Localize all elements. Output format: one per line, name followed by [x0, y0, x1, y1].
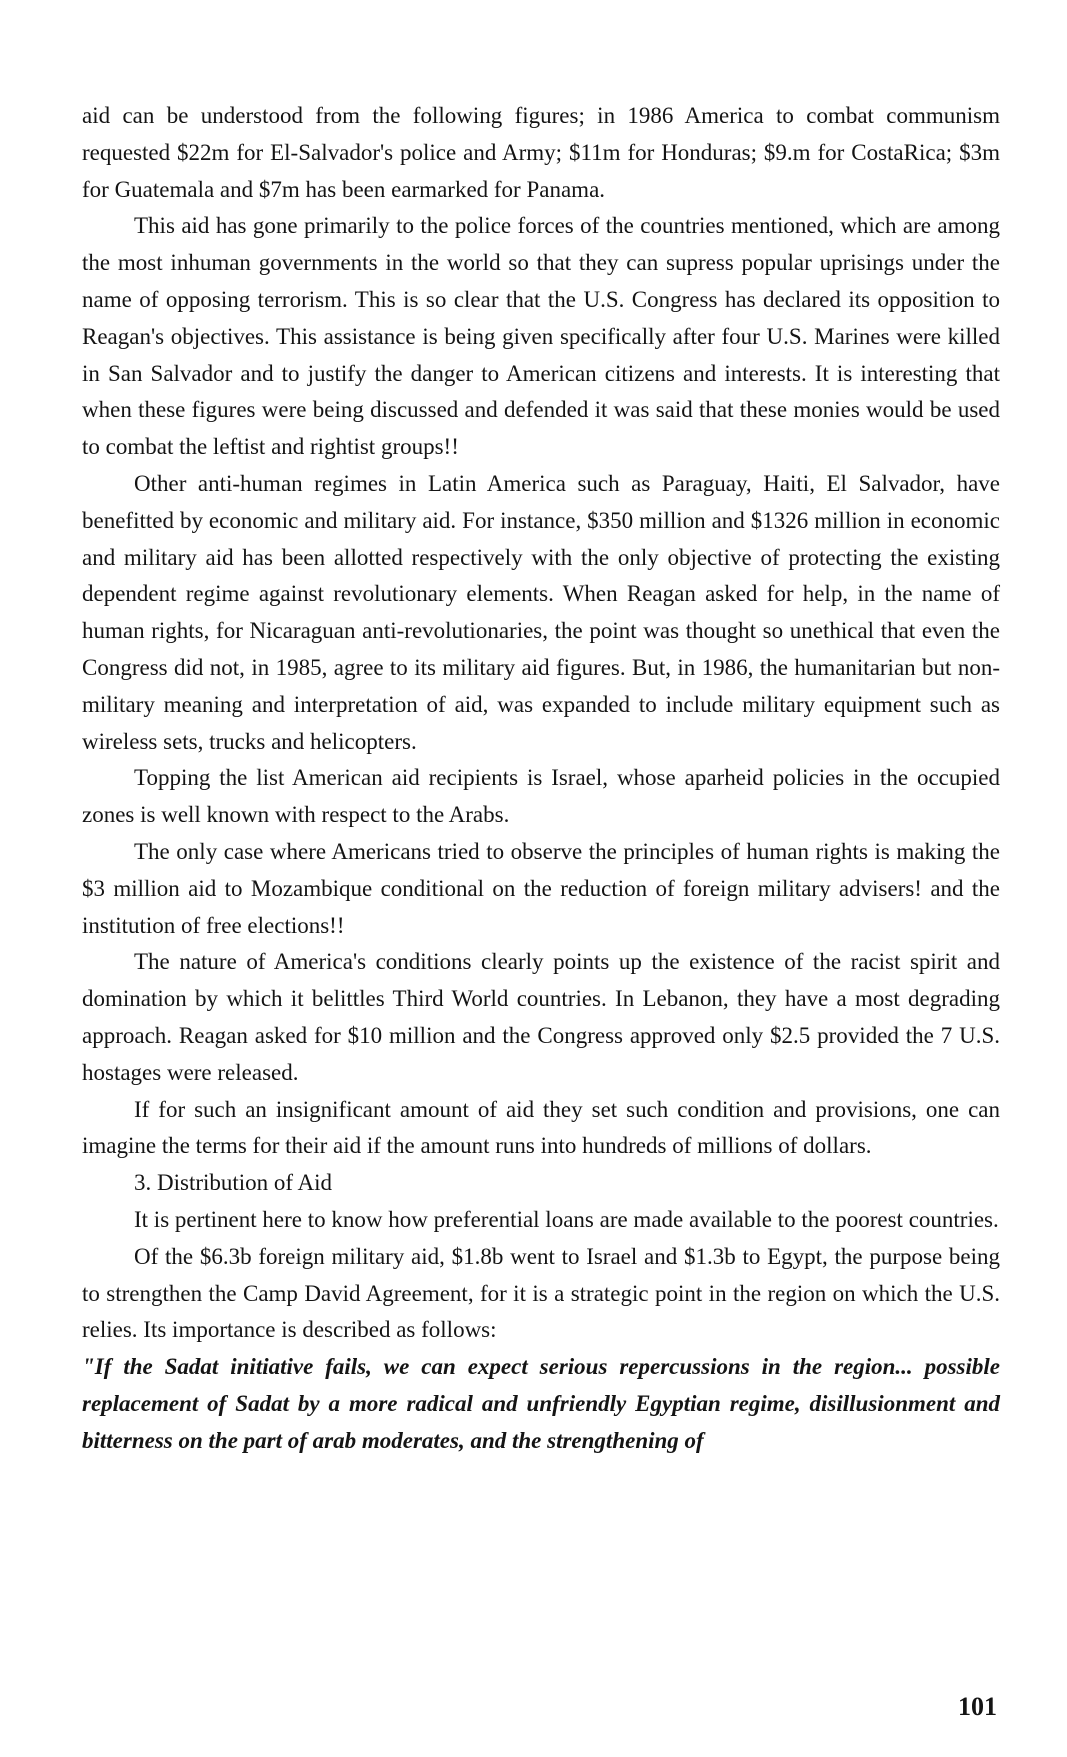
paragraph-mozambique: The only case where Americans tried to observe the principles of human rights is making the $3 million aid to Mozambique conditional on the reduction of foreign military advisers! and the institution of free elections!!	[82, 838, 1000, 938]
paragraph-preferential-loans: It is pertinent here to know how preferential loans are made available to the poorest countries.	[134, 1206, 999, 1232]
quote-sadat-initiative: "If the Sadat initiative fails, we can expect serious repercussions in the region... possible replacement of Sadat by a more radical and unfriendly Egyptian regime, disillusionment and bitterness on the part of arab moderates, and the strengthening of	[82, 1354, 1000, 1453]
paragraph-insignificant-amount: If for such an insignificant amount of aid they set such condition and provisions, one can imagine the terms for their aid if the amount runs into hundreds of millions of dollars.	[82, 1096, 1000, 1159]
paragraph-police-forces: This aid has gone primarily to the police forces of the countries mentioned, which are among the most inhuman governments in the world so that they can supress popular uprisings under the name of opposing terrorism. This is so clear that the U.S. Congress has declared its opposition to Reagan's objectives. This assistance is being given specifically after four U.S. Marines were killed in San Salvador and to justify the danger to American citizens and interests. It is interesting that when these figures were being discussed and defended it was said that these monies would be used to combat the leftist and rightist groups!!	[82, 213, 1000, 460]
paragraph-conditions: The nature of America's conditions clearly points up the existence of the racist spirit and domination by which it belittles Third World countries. In Lebanon, they have a most degrading approach. Reagan asked for $10 million and the Congress approved only $2.5 provided the 7 U.S. hostages were released.	[82, 949, 1000, 1085]
page-number: 101	[958, 1692, 997, 1721]
paragraph-camp-david: Of the $6.3b foreign military aid, $1.8b went to Israel and $1.3b to Egypt, the purpose being to strengthen the Camp David Agreement, for it is a strategic point in the region on which the U.S. relies. Its importance is described as follows:	[82, 1243, 1000, 1343]
paragraph-israel: Topping the list American aid recipients is Israel, whose aparheid policies in the occupied zones is well known with respect to the Arabs.	[82, 765, 1000, 828]
section-heading: 3. Distribution of Aid	[134, 1170, 333, 1196]
page-body	[82, 98, 1000, 1459]
paragraph-aid-figures: aid can be understood from the following figures; in 1986 America to combat communism requested $22m for El-Salvador's police and Army; $11m for Honduras; $9.m for CostaRica; $3m for Guatemala and $7m has been earmarked for Panama.	[82, 103, 1000, 202]
paragraph-latin-america: Other anti-human regimes in Latin America such as Paraguay, Haiti, El Salvador, have benefitted by economic and military aid. For instance, $350 million and $1326 million in economic and military aid has been allotted respectively with the only objective of protecting the existing dependent regime against revolutionary elements. When Reagan asked for help, in the name of human rights, for Nicaraguan anti-revolutionaries, the point was thought so unethical that even the Congress did not, in 1985, agree to its military aid figures. But, in 1986, the humanitarian but non-military meaning and interpretation of aid, was expanded to include military equipment such as wireless sets, trucks and helicopters.	[82, 470, 1000, 754]
